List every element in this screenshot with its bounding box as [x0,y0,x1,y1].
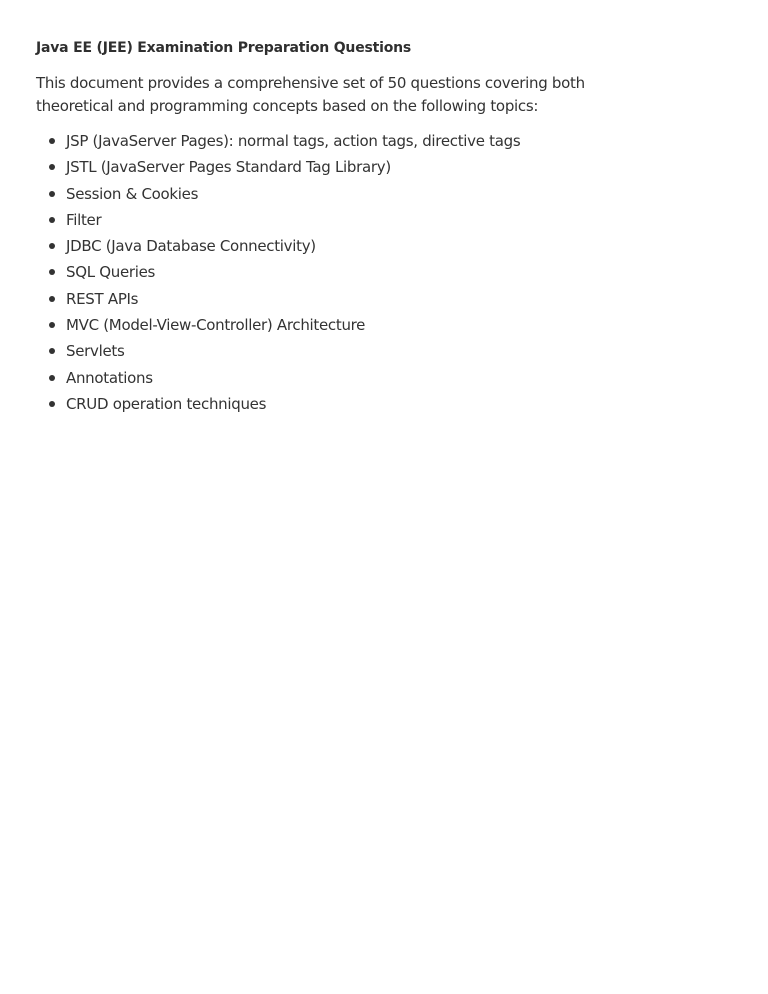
bullet-icon [49,375,55,381]
document-title: Java EE (JEE) Examination Preparation Questions [36,40,412,56]
bullet-icon [49,401,55,407]
topic-label: JSP (JavaServer Pages): normal tags, action tags, directive tags [66,132,521,150]
topic-label: JDBC (Java Database Connectivity) [66,237,316,256]
topic-label: JSTL (JavaServer Pages Standard Tag Library) [66,158,391,177]
list-item [36,233,736,259]
list-item [36,365,736,391]
list-item [36,338,736,364]
topic-label: CRUD operation techniques [66,394,267,413]
bullet-icon [49,191,55,197]
bullet-icon [49,138,55,144]
bullet-icon [49,243,55,249]
topic-label: Servlets [66,342,125,361]
list-item [36,154,736,180]
topic-label: SQL Queries [66,263,156,282]
topic-label: Session & Cookies [66,184,199,203]
list-item [36,286,736,312]
topic-label: REST APIs [66,289,139,308]
list-item [36,128,736,154]
bullet-icon [49,296,55,302]
bullet-icon [49,348,55,354]
list-item [36,259,736,285]
bullet-icon [49,164,55,170]
topic-label: Filter [66,210,102,229]
list-item [36,391,736,417]
topic-label: Annotations [66,368,153,387]
topic-label: MVC (Model-View-Controller) Architecture [66,316,366,335]
list-item [36,312,736,338]
list-item [36,207,736,233]
bullet-icon [49,269,55,275]
list-item [36,181,736,207]
document-body [36,38,736,417]
topic-list [36,128,736,417]
intro-paragraph: This document provides a comprehensive set of 50 questions covering both theoretical and programming concepts based on the following topics: [36,74,585,115]
bullet-icon [49,322,55,328]
bullet-icon [49,217,55,223]
